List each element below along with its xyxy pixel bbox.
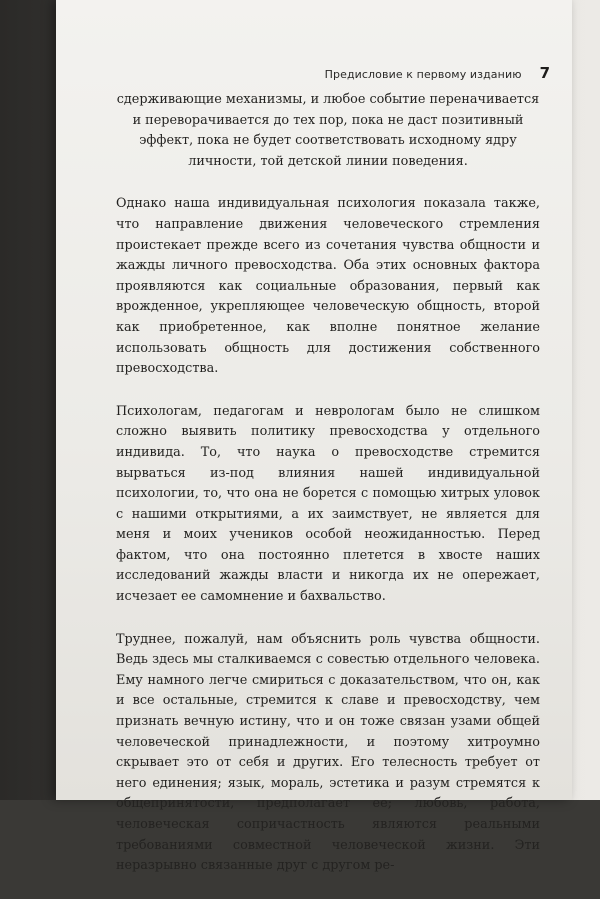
body-text	[116, 90, 540, 899]
book-page	[56, 0, 572, 874]
paragraph-3: Психологам, педагогам и неврологам было не слишком сложно выявить политику превосходства у отдельного индивида. То, что наука о превосходстве стремится вырваться из-под влияния нашей индивидуальной психологии, то, что она не борется с помощью хитрых уловок с нашими открытиями, а их заимствует, не является для меня и моих учеников особой неожиданностью. Перед фактом, что она постоянно плетется в хвосте наших исследований жажды власти и никогда их не опережает, исчезает ее самомнение и бахвальство.	[116, 403, 540, 605]
paragraph-4: Труднее, пожалуй, нам объяснить роль чувства общности. Ведь здесь мы сталкиваемся с совестью отдельного человека. Ему намного легче смириться с доказательством, что он, как и все остальные, стремится к славе и превосходству, чем признать вечную истину, что и он тоже связан узами общей человеческой принадлежности, и поэтому хитроумно скрывает это от себя и других. Его телесность требует от него единения; язык, мораль, эстетика и разум стремятся к общепринятости, предполагает ее; любовь, работа, человеческая сопричастность являются реальными требованиями совместной человеческой жизни. Эти неразрывно связанные друг с другом ре-	[116, 631, 540, 874]
paragraph-2: Однако наша индивидуальная психология показала также, что направление движения человеческого стремления проистекает прежде всего из сочетания чувства общности и жажды личного превосходства. Оба этих основных фактора проявляются как социальные образования, первый как врожденное, укрепляющее человеческую общность, второй как приобретенное, как вполне понятное желание использовать общность для достижения собственного превосходства.	[116, 196, 540, 377]
page-header	[325, 64, 550, 82]
page-number: 7	[539, 64, 550, 82]
paragraph-1: сдерживающие механизмы, и любое событие переначивается и переворачивается до тех пор, пока не даст позитивный эффект, пока не будет соответствовать исходному ядру личности, той детской линии поведения.	[116, 92, 540, 169]
running-head: Предисловие к первому изданию	[324, 68, 522, 81]
